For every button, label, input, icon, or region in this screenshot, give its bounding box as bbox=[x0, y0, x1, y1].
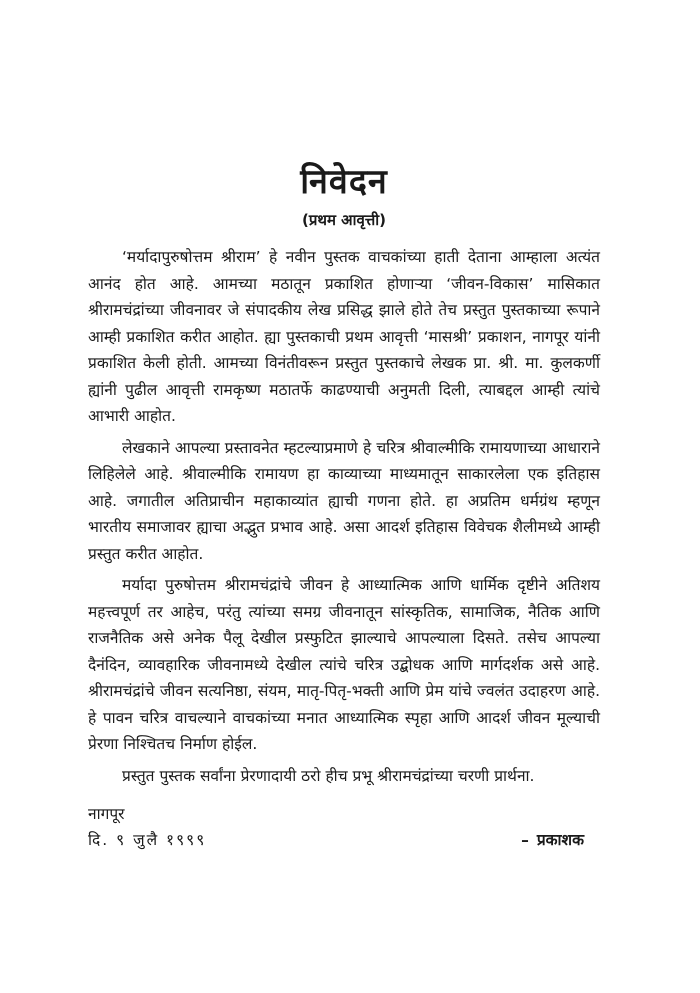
place-name: नागपूर bbox=[88, 805, 125, 823]
paragraph-3: मर्यादा पुरुषोत्तम श्रीरामचंद्रांचे जीवन हे आध्यात्मिक आणि धार्मिक दृष्टीने अतिशय महत्त्वपूर्ण तर आहेच, परंतु त्यांच्या समग्र जीवनातून सांस्कृतिक, सामाजिक, नैतिक आणि राजनैतिक असे अनेक पैलू देखील प्रस्फुटित झाल्याचे आपल्याला दिसते. तसेच आपल्या दैनंदिन, व्यावहारिक जीवनामध्ये देखील त्यांचे चरित्र उद्बोधक आणि मार्गदर्शक असे आहे. श्रीरामचंद्रांचे जीवन सत्यनिष्ठा, संयम, मातृ-पितृ-भक्ती आणि प्रेम यांचे ज्वलंत उदाहरण आहे. हे पावन चरित्र वाचल्याने वाचकांच्या मनात आध्यात्मिक स्पृहा आणि आदर्श जीवन मूल्याची प्रेरणा निश्चितच निर्माण होईल. bbox=[88, 576, 600, 753]
edition-subtitle: (प्रथम आवृत्ती) bbox=[302, 211, 386, 229]
publisher-signature bbox=[521, 827, 600, 853]
signature-dash: – bbox=[521, 831, 529, 849]
publication-date: दि. ९ जुलै १९९९ bbox=[88, 831, 207, 849]
preface-page bbox=[88, 160, 600, 853]
paragraph-4: प्रस्तुत पुस्तक सर्वांना प्रेरणादायी ठरो हीच प्रभू श्रीरामचंद्रांच्या चरणी प्रार्थना. bbox=[122, 766, 535, 785]
paragraph-1: ‘मर्यादापुरुषोत्तम श्रीराम’ हे नवीन पुस्तक वाचकांच्या हाती देताना आम्हाला अत्यंत आनंद होत आहे. आमच्या मठातून प्रकाशित होणाऱ्या ‘जीवन-विकास’ मासिकात श्रीरामचंद्रांच्या जीवनावर जे संपादकीय लेख प्रसिद्ध झाले होते तेच प्रस्तुत पुस्तकाच्या रूपाने आम्ही प्रकाशित करीत आहोत. ह्या पुस्तकाची प्रथम आवृत्ती ‘मासश्री’ प्रकाशन, नागपूर यांनी प्रकाशित केली होती. आमच्या विनंतीवरून प्रस्तुत पुस्तकाचे लेखक प्रा. श्री. मा. कुलकर्णी ह्यांनी पुढील आवृत्ती रामकृष्ण मठातर्फे काढण्याची अनुमती दिली, त्याबद्दल आम्ही त्यांचे आभारी आहोत. bbox=[88, 248, 600, 425]
paragraph-2: लेखकाने आपल्या प्रस्तावनेत म्हटल्याप्रमाणे हे चरित्र श्रीवाल्मीकि रामायणाच्या आधाराने लिहिलेले आहे. श्रीवाल्मीकि रामायण हा काव्याच्या माध्यमातून साकारलेला एक इतिहास आहे. जगातील अतिप्राचीन महाकाव्यांत ह्याची गणना होते. हा अप्रतिम धर्मग्रंथ म्हणून भारतीय समाजावर ह्याचा अद्भुत प्रभाव आहे. असा आदर्श इतिहास विवेचक शैलीमध्ये आम्ही प्रस्तुत करीत आहोत. bbox=[88, 438, 600, 563]
publisher-name: प्रकाशक bbox=[536, 831, 584, 849]
signature-row bbox=[88, 827, 600, 853]
page-title: निवेदन bbox=[300, 162, 388, 202]
